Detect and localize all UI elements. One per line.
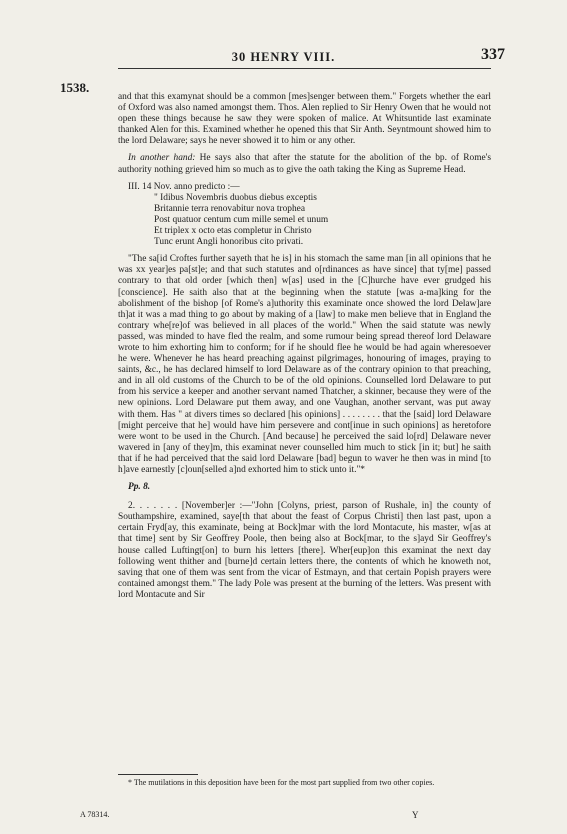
paragraph-2-text: He says also that after the statute for the abolition of the bp. of Rome's authority nothing grieved him so much as to give the oath taking the King as Supreme Head. <box>118 153 491 175</box>
latin-line: Et triplex x octo etas completur in Christo <box>154 226 312 237</box>
latin-verse <box>118 182 491 249</box>
latin-line: Tunc erunt Angli honoribus cito privati. <box>154 237 304 248</box>
latin-heading: III. 14 Nov. anno predicto :— <box>128 181 240 192</box>
running-head: 30 HENRY VIII. <box>231 50 336 64</box>
latin-line: Britannie terra renovabitur nova trophea <box>154 203 305 214</box>
body-text <box>118 92 491 607</box>
footnote-rule <box>118 774 198 775</box>
footnote: * The mutilations in this deposition have been for the most part supplied from two other copies. <box>128 778 435 787</box>
paragraph-3: "The sa[id Croftes further sayeth that he is] in his stomach the same man [in all opinions that he was xx year]es pa[st]e; and that such statutes and o[rdinances as have since] that ty[me] passed contrary to that old order [which then] w[as] used in the [C]hurche have ever grudged his [conscience]. He saith also that at the beginning when the statute [was a-ma]king for the abolishment of the bishop [of Rome's a]uthority this examinate once showed the lord Delaw]are th]at it was a mad thing to go about by making of a [law] to make men believe that in England the contrary whe[re]of was believed in all places of the world." When the said statute was newly passed, was minded to have fled the realm, and some rumour being spread thereof lord Delaware wrote to him exhorting him to conform; for if he should flee he would be had again wheresoever he were. Whenever he has heard preaching against pilgrimages, honouring of images, praying to saints, &c., he has declared himself to lord Delaware as of the contrary opinion to that preaching, and in all old customs of the Church to be of the old opinions. Counselled lord Delaware to put from his service a keeper and another servant named Thatcher, a skinner, because they were of the new opinions. Lord Delaware put them away, and one Vaughan, another servant, was put away with them. Has " at divers times so declared [his opinions] . . . . . . . . that the [said] lord Delaware [might perceive that he] would have him persevere and cont[inue in such opinions] as heretofore were wont to be used in the Church. [And because] he perceived the said lo[rd] Delaware never wavered in [any of they]m, this examinat never counselled him much to stick [in it; but] he saith that if he had perceived that the said lord Delaware [bad] begun to waver he then was in mind [to h]ave earnestly [c]oun[selled a]nd exhorted him to stick unto it."* <box>118 254 491 475</box>
paragraph-4: 2. . . . . . . [November]er :—"John [Colyns, priest, parson of Rushale, in] the county of Southampshire, examined, saye[th that about the feast of Corpus Christi] then last past, upon a certain Fryd[ay, this examinate, being at Bock]mar with the lord Montacute, his master, w[as at that time] sent by Sir Geoffrey Poole, then being also at Bock[mar, to the s]ayd Sir Geoffrey's house called Luftingt[on] to burn his letters [there]. Wher[eup]on this examinat the next day following went thither and [burne]d certain letters there, the contents of which he knoweth not, saving that one of them was sent from the vicar of Estmayn, and that certain Popish prayers were contained amongst them." The lady Pole was present at the burning of the letters. Was present with lord Montacute and Sir <box>118 501 491 600</box>
page-number: 337 <box>481 46 505 63</box>
latin-line: Post quatuor centum cum mille semel et unum <box>154 214 329 225</box>
pp-label: Pp. 8. <box>128 482 151 493</box>
year-label: 1538. <box>60 80 90 95</box>
paragraph-2-lead: In another hand: <box>128 153 196 164</box>
header-rule <box>118 68 491 69</box>
paragraph-2 <box>118 153 491 175</box>
paragraph-1: and that this examynat should be a common [mes]senger between them." Forgets whether the earl of Oxford was also named amongst them. Thos. Alen replied to Sir Henry Owen that he would not open these things because he saw they were spoken of malice. At Whitsuntide last examinate thanked Alen for this. Examined whether he opened this that Sir Anth. Seyntmount showed him to the lord Delaware; says he never showed it to him or any other. <box>118 92 491 147</box>
signature-mark: A 78314. <box>80 810 110 819</box>
latin-line: " Idibus Novembris duobus diebus exceptis <box>154 192 317 203</box>
gathering-letter: Y <box>412 810 419 820</box>
